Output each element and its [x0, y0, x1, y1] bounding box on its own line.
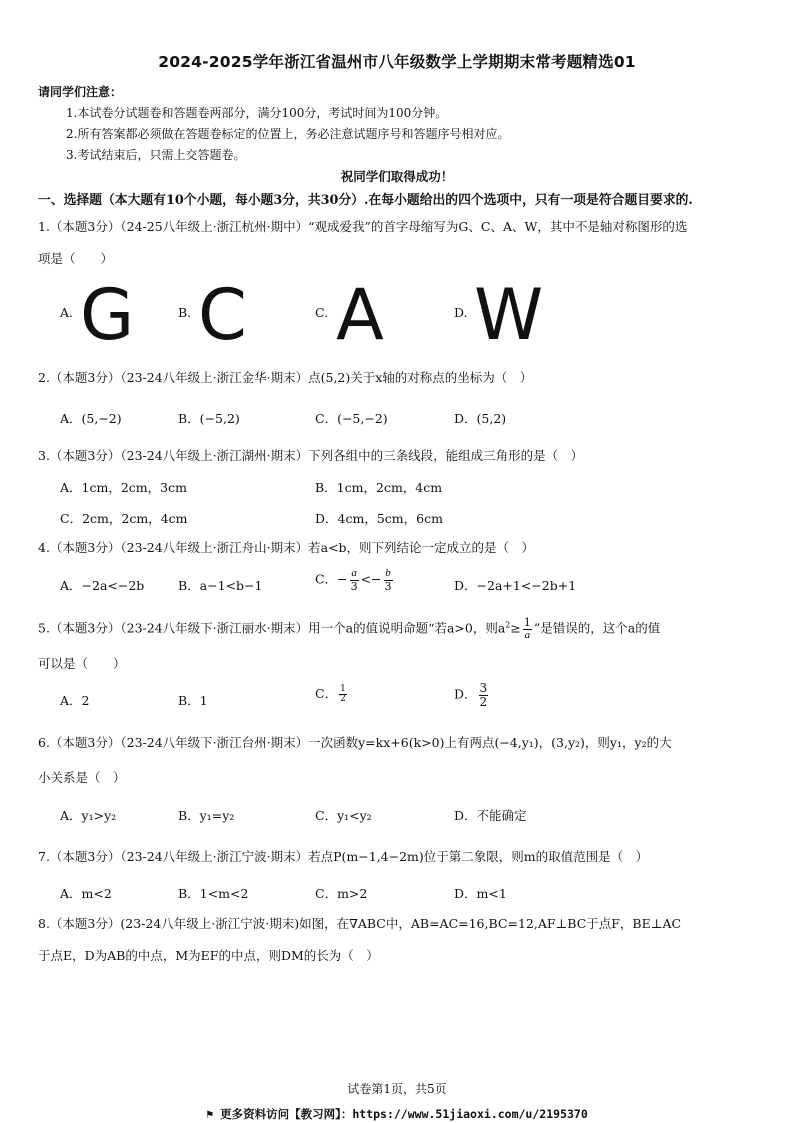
option-a: A．1cm，2cm，3cm: [60, 480, 187, 495]
letter-g-figure: G: [80, 274, 135, 356]
option-label: D.: [454, 305, 468, 320]
option-label: A.: [60, 305, 74, 320]
option-d: D．不能确定: [454, 808, 527, 823]
question-8-stem: 8.（本题3分）(23-24八年级上·浙江宁波·期末)如图，在∇ABC中，AB=AC=16,BC=12,AF⊥BC于点F，BE⊥AC: [38, 916, 682, 931]
option-c-label: C．: [315, 571, 338, 587]
question-6-stem: 6.（本题3分）（23-24八年级下·浙江台州·期末）一次函数y=kx+6(k>0)上有两点(−4,y₁)，(3,y₂)，则y₁，y₂的大: [38, 735, 672, 750]
question-4-stem: 4.（本题3分）（23-24八年级上·浙江舟山·期末）若a<b，则下列结论一定成立的是（ ）: [38, 540, 535, 555]
question-7-stem: 7.（本题3分）（23-24八年级上·浙江宁波·期末）若点P(m−1,4−2m)位于第二象限，则m的取值范围是（ ）: [38, 849, 649, 864]
option-a: A．(5,−2): [60, 411, 122, 426]
option-b: B．1<m<2: [178, 886, 249, 901]
option-b: B．a−1<b−1: [178, 578, 263, 593]
option-d: D．m<1: [454, 886, 507, 901]
page-footer: 试卷第1页，共5页: [347, 1082, 447, 1096]
fraction-b-over-3: $\frac{b}{3}$: [384, 567, 392, 593]
letter-c-figure: C: [198, 274, 247, 356]
option-c: [315, 684, 349, 704]
option-c: C．− $\frac{a}{3}$ <− $\frac{b}{3}$: [315, 567, 392, 593]
option-d: [454, 682, 490, 708]
option-d: D．−2a+1<−2b+1: [454, 578, 577, 593]
option-c-label: C．: [315, 686, 338, 701]
question-3-stem: 3.（本题3分）（23-24八年级上·浙江湖州·期末）下列各组中的三条线段，能组成三角形的是（ ）: [38, 448, 584, 463]
option-b: B．1: [178, 693, 208, 708]
letter-a-figure: A: [336, 274, 384, 356]
question-1-stem: 1.（本题3分）（24-25八年级上·浙江杭州·期中）“观成爱我”的首字母缩写为G、C、A、W，其中不是轴对称图形的选: [38, 219, 688, 234]
option-c: C．y₁<y₂: [315, 808, 372, 823]
question-5-stem: 5.（本题3分）（23-24八年级下·浙江丽水·期末）用一个a的值说明命题“若a>0，则$a^2\ge$ $\frac{1}{a}$ ”是错误的，这个a的值: [38, 616, 661, 641]
option-c: C．(−5,−2): [315, 411, 388, 426]
option-a: A．y₁>y₂: [60, 808, 117, 823]
option-c: C．2cm，2cm，4cm: [60, 511, 188, 526]
option-a: A．m<2: [60, 886, 112, 901]
notice-item-1: 1.本试卷分试题卷和答题卷两部分，满分100分，考试时间为100分钟。: [66, 106, 448, 120]
wish-text: 祝同学们取得成功！: [340, 169, 454, 184]
option-a: A．2: [60, 693, 90, 708]
question-2-stem: 2.（本题3分）（23-24八年级上·浙江金华·期末）点(5,2)关于x轴的对称点的坐标为（ ）: [38, 370, 533, 385]
flag-icon: ⚑: [206, 1107, 221, 1121]
question-5-stem-part2: ”是错误的，这个a的值: [533, 620, 661, 636]
section-heading: 一、选择题（本大题有10个小题，每小题3分，共30分）.在每小题给出的四个选项中，只有一项是符合题目要求的.: [38, 193, 693, 208]
letter-w-figure: W: [474, 274, 544, 356]
option-b: B．y₁=y₂: [178, 808, 235, 823]
question-5-stem-cont: 可以是（ ）: [38, 656, 126, 671]
option-c: C．m>2: [315, 886, 368, 901]
question-8-stem-cont: 于点E，D为AB的中点，M为EF的中点，则DM的长为（ ）: [38, 948, 379, 963]
notice-item-3: 3.考试结束后，只需上交答题卷。: [66, 148, 246, 162]
resource-banner-text: 更多资料访问【教习网】：https://www.51jiaoxi.com/u/2195370: [220, 1107, 588, 1121]
notice-heading: 请同学们注意：: [38, 85, 123, 99]
option-d: D．4cm，5cm，6cm: [315, 511, 443, 526]
fraction-3-over-2: $\frac{3}{2}$: [479, 681, 488, 709]
question-1-stem-cont: 项是（ ）: [38, 251, 114, 266]
option-a: A．−2a<−2b: [60, 578, 145, 593]
fraction-1-over-a: $\frac{1}{a}$: [523, 616, 531, 641]
option-b: B．1cm，2cm，4cm: [315, 480, 443, 495]
question-6-stem-cont: 小关系是（ ）: [38, 770, 126, 785]
option-label: C.: [315, 305, 329, 320]
question-5-stem-part1: 5.（本题3分）（23-24八年级下·浙江丽水·期末）用一个a的值说明命题“若a>0，则a: [38, 620, 506, 636]
fraction-a-over-3: $\frac{a}{3}$: [350, 567, 358, 593]
option-d: D．(5,2): [454, 411, 507, 426]
notice-item-2: 2.所有答案都必须做在答题卷标定的位置上，务必注意试题序号和答题序号相对应。: [66, 127, 510, 141]
fraction-1-over-2: $\frac{1}{2}$: [340, 683, 346, 704]
option-label: B.: [178, 305, 192, 320]
option-b: B．(−5,2): [178, 411, 240, 426]
inequality-sign: ≥: [510, 620, 521, 636]
option-d-label: D．: [454, 686, 477, 702]
page-title: 2024-2025学年浙江省温州市八年级数学上学期期末常考题精选01: [158, 53, 636, 71]
resource-banner-link[interactable]: [0, 1106, 794, 1122]
